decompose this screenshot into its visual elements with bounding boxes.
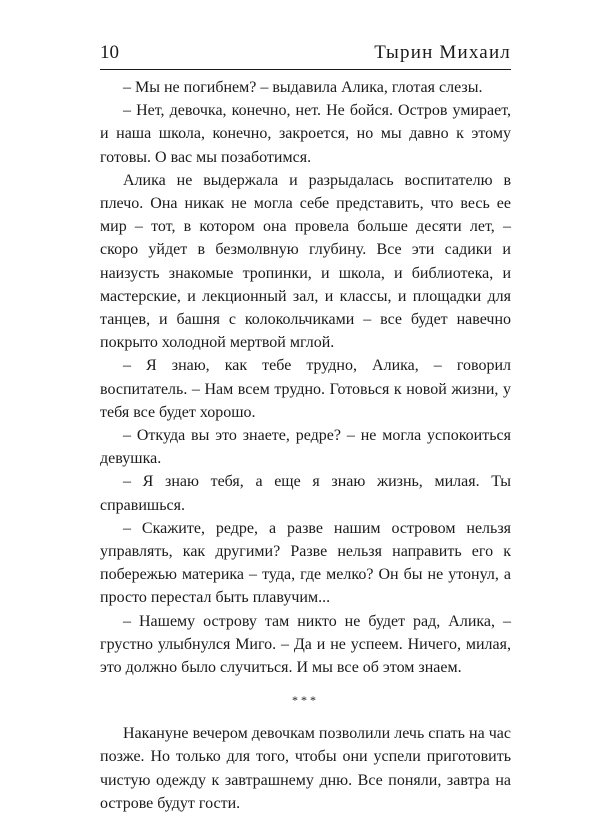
paragraph: – Откуда вы это знаете, редре? – не могла успокоиться девушка. <box>100 427 511 468</box>
page-body <box>100 76 511 815</box>
paragraph: – Нашему острову там никто не будет рад, Алика, – грустно улыбнулся Миго. – Да и не успеем. Ничего, милая, это должно было случиться. И мы все об этом знаем. <box>100 612 511 677</box>
page-header <box>100 40 511 66</box>
paragraph: – Скажите, редре, а разве нашим островом нельзя управлять, как другими? Разве нельзя направить его к побережью материка – туда, где мелко? Он бы не утонул, а просто перестал быть плавучим... <box>100 519 511 607</box>
paragraph: Накануне вечером девочкам позволили лечь спать на час позже. Но только для того, чтобы они успели приготовить чистую одежду к завтрашнему дню. Все поняли, завтра на острове будут гости. <box>100 725 511 812</box>
paragraph: – Я знаю тебя, а еще я знаю жизнь, милая. Ты справишься. <box>100 473 511 514</box>
paragraph: – Я знаю, как тебе трудно, Алика, – говорил воспитатель. – Нам всем трудно. Готовься к новой жизни, у тебя все будет хорошо. <box>100 357 511 421</box>
paragraph: – Нет, девочка, конечно, нет. Не бойся. Остров умирает, и наша школа, конечно, закроется, но мы давно к этому готовы. О вас мы позаботимся. <box>100 102 511 166</box>
header-rule <box>100 69 511 70</box>
running-title: Тырин Михаил <box>374 42 511 63</box>
page-number: 10 <box>100 42 119 63</box>
paragraph: Алика не выдержала и разрыдалась воспитателю в плечо. Она никак не могла себе представить, что весь ее мир – тот, в котором она провела больше десяти лет, – скоро уйдет в безмолвную глубину. Все эти садики и наизусть знакомые тропинки, и школа, и библиотека, и мастерские, и лекционный зал, и классы, и площадки для танцев, и башня с колокольчиками – все будет навечно покрыто холодной мертвой мглой. <box>100 171 511 352</box>
paragraph: – Мы не погибнем? – выдавила Алика, глотая слезы. <box>123 79 483 96</box>
section-separator: *** <box>292 693 319 708</box>
